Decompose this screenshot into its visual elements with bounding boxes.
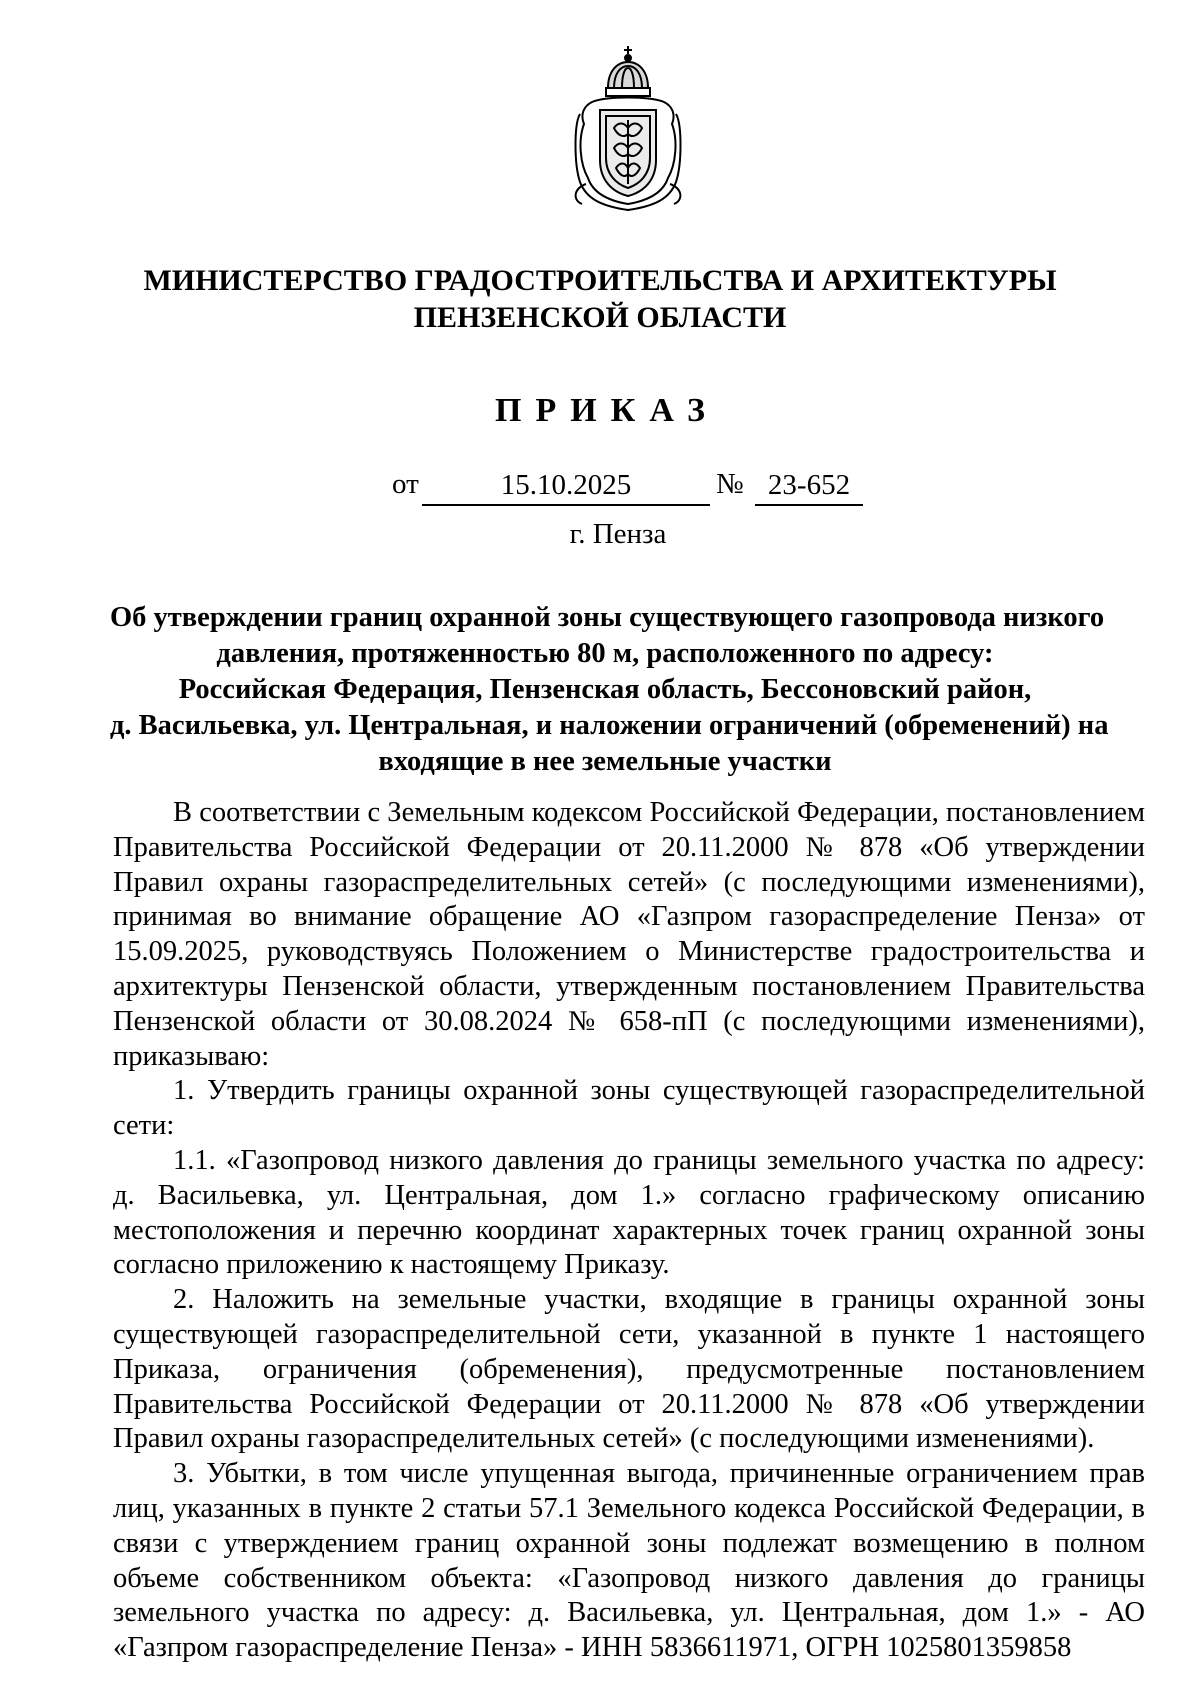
order-date: 15.10.2025: [422, 468, 710, 506]
clause-2-paragraph: 2. Наложить на земельные участки, входящие в границы охранной зоны существующей газораспределительной сети, указанной в пункте 1 настоящего Приказа, ограничения (обременения), предусмотренные постановлением Правительства Российской Федерации от 20.11.2000 № 878 «Об утверждении Правил охраны газораспределительных сетей» (с последующими изменениями).: [113, 1284, 1145, 1455]
subject-line1: Об утверждении границ охранной зоны существующего газопровода низкого: [110, 602, 1105, 633]
subject-line2: давления, протяженностью 80 м, расположенного по адресу:: [216, 638, 994, 669]
ministry-name-line2: ПЕНЗЕНСКОЙ ОБЛАСТИ: [413, 301, 787, 334]
number-sign: №: [716, 468, 744, 500]
order-city: г. Пенза: [569, 518, 667, 550]
ministry-name: [0, 262, 1200, 336]
clause-1-paragraph: 1. Утвердить границы охранной зоны существующей газораспределительной сети:: [113, 1075, 1145, 1142]
clause-3-paragraph: 3. Убытки, в том числе упущенная выгода, причиненные ограничением прав лиц, указанных в пункте 2 статьи 57.1 Земельного кодекса Российской Федерации, в связи с утверждением границ охранной зоны подлежат возмещению в полном объеме собственником объекта: «Газопровод низкого давления до границы земельного участка по адресу: д. Васильевка, ул. Центральная, дом 1.» - АО «Газпром газораспределение Пенза» - ИНН 5836611971, ОГРН 1025801359858: [113, 1458, 1145, 1664]
subject-line4: д. Васильевка, ул. Центральная, и наложении ограничений (обременений) на: [110, 710, 1109, 741]
clause-1-1-paragraph: 1.1. «Газопровод низкого давления до границы земельного участка по адресу: д. Васильевка, ул. Центральная, дом 1.» согласно графическому описанию местоположения и перечню координат характерных точек границ охранной зоны согласно приложению к настоящему Приказу.: [113, 1144, 1145, 1281]
order-body: [113, 796, 1145, 1666]
subject-line3: Российская Федерация, Пензенская область, Бессоновский район,: [178, 674, 1032, 705]
order-date-number-line: [0, 468, 1200, 508]
subject-line5: входящие в нее земельные участки: [378, 746, 832, 777]
ministry-name-line1: МИНИСТЕРСТВО ГРАДОСТРОИТЕЛЬСТВА И АРХИТЕКТУРЫ: [143, 264, 1057, 297]
date-prefix: от: [392, 468, 419, 500]
order-number: 23-652: [755, 468, 863, 506]
order-subject: [110, 600, 1109, 780]
preamble-paragraph: В соответствии с Земельным кодексом Российской Федерации, постановлением Правительства Российской Федерации от 20.11.2000 № 878 «Об утверждении Правил охраны газораспределительных сетей» (с последующими изменениями), принимая во внимание обращение АО «Газпром газораспределение Пенза» от 15.09.2025, руководствуясь Положением о Министерстве градостроительства и архитектуры Пензенской области, утвержденным постановлением Правительства Пензенской области от 30.08.2024 № 658-пП (с последующими изменениями), приказываю:: [113, 797, 1145, 1072]
penza-oblast-coat-of-arms-icon: [570, 44, 686, 212]
order-title: ПРИКАЗ: [495, 392, 719, 429]
